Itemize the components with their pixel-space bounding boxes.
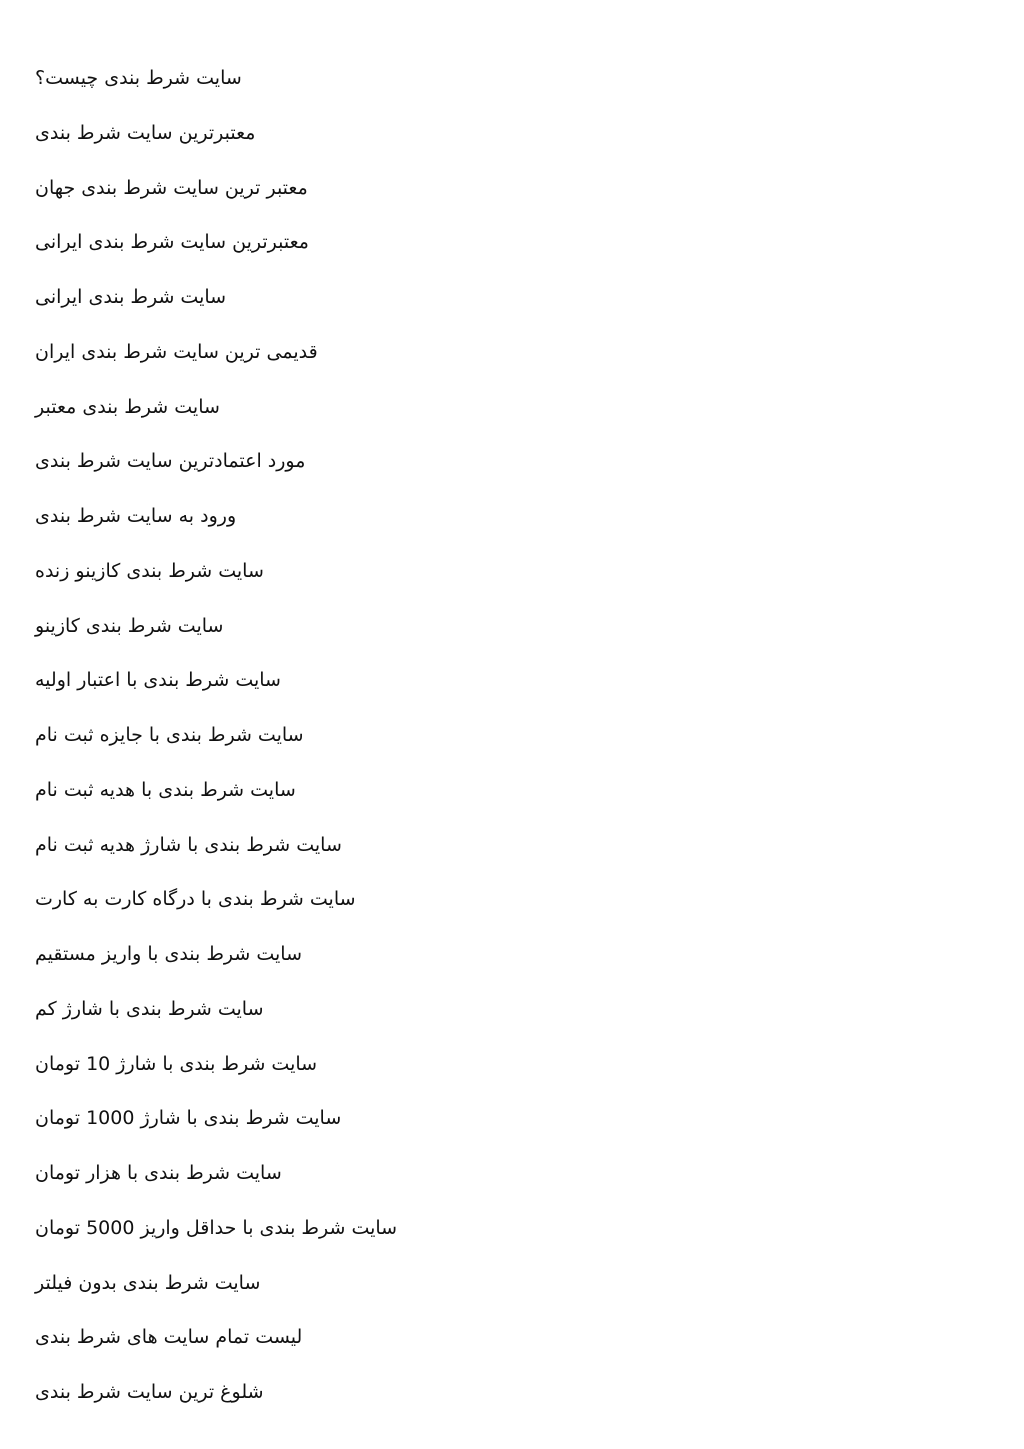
list-item xyxy=(35,1213,735,1268)
list-item-text: سایت شرط بندی با هزار تومان xyxy=(35,1162,282,1184)
list-item xyxy=(35,1158,735,1213)
list-item xyxy=(35,392,735,447)
list-item xyxy=(35,1377,735,1432)
list-item xyxy=(35,884,735,939)
list-item xyxy=(35,1322,735,1377)
list-item-text: سایت شرط بندی با واریز مستقیم xyxy=(35,943,303,965)
list-item xyxy=(35,501,735,556)
list-item-text: سایت شرط بندی بدون فیلتر xyxy=(35,1271,261,1294)
list-item-text: سایت شرط بندی ایرانی xyxy=(35,286,227,308)
list-item-text: سایت شرط بندی با شارژ 10 تومان xyxy=(35,1052,318,1075)
list-item xyxy=(35,556,735,611)
list-item xyxy=(35,446,735,501)
list-item xyxy=(35,1103,735,1158)
list-item xyxy=(35,1268,735,1323)
list-item xyxy=(35,994,735,1049)
list-item-text: سایت شرط بندی با اعتبار اولیه xyxy=(35,669,281,692)
list-item xyxy=(35,63,735,118)
list-item-text: شلوغ ترین سایت شرط بندی xyxy=(35,1381,264,1403)
list-item-text: سایت شرط بندی کازینو xyxy=(35,614,224,637)
list-item xyxy=(35,337,735,392)
list-item-text: سایت شرط بندی معتبر xyxy=(35,395,220,418)
list-item xyxy=(35,227,735,282)
list-item-text: سایت شرط بندی با هدیه ثبت نام xyxy=(35,778,296,801)
list-item xyxy=(35,720,735,775)
list-item-text: سایت شرط بندی با شارژ کم xyxy=(35,997,264,1020)
list-item-text: قدیمی ترین سایت شرط بندی ایران xyxy=(35,340,318,363)
list-item-text: ورود به سایت شرط بندی xyxy=(35,505,237,527)
list-item-text: لیست تمام سایت های شرط بندی xyxy=(35,1326,303,1349)
list-item xyxy=(35,1049,735,1104)
list-item-text: معتبرترین سایت شرط بندی xyxy=(35,121,256,144)
list-item-text: معتبر ترین سایت شرط بندی جهان xyxy=(35,176,308,199)
list-item-text: معتبرترین سایت شرط بندی ایرانی xyxy=(35,231,309,254)
list-item xyxy=(35,665,735,720)
list-item xyxy=(35,775,735,830)
list-item-text: سایت شرط بندی با جایزه ثبت نام xyxy=(35,724,304,746)
list-item-text: سایت شرط بندی با شارژ 1000 تومان xyxy=(35,1107,342,1130)
list-item-text: سایت شرط بندی کازینو زنده xyxy=(35,559,264,582)
list-item xyxy=(35,939,735,994)
keyword-list xyxy=(35,63,735,1432)
list-item-text: سایت شرط بندی با حداقل واریز 5000 تومان xyxy=(35,1216,398,1239)
list-item xyxy=(35,173,735,228)
list-item xyxy=(35,118,735,173)
list-item xyxy=(35,611,735,666)
list-item xyxy=(35,830,735,885)
list-item-text: مورد اعتمادترین سایت شرط بندی xyxy=(35,450,306,473)
list-item-text: سایت شرط بندی با شارژ هدیه ثبت نام xyxy=(35,833,342,856)
list-item-text: سایت شرط بندی چیست؟ xyxy=(35,67,242,89)
list-item-text: سایت شرط بندی با درگاه کارت به کارت xyxy=(35,888,356,911)
list-item xyxy=(35,282,735,337)
